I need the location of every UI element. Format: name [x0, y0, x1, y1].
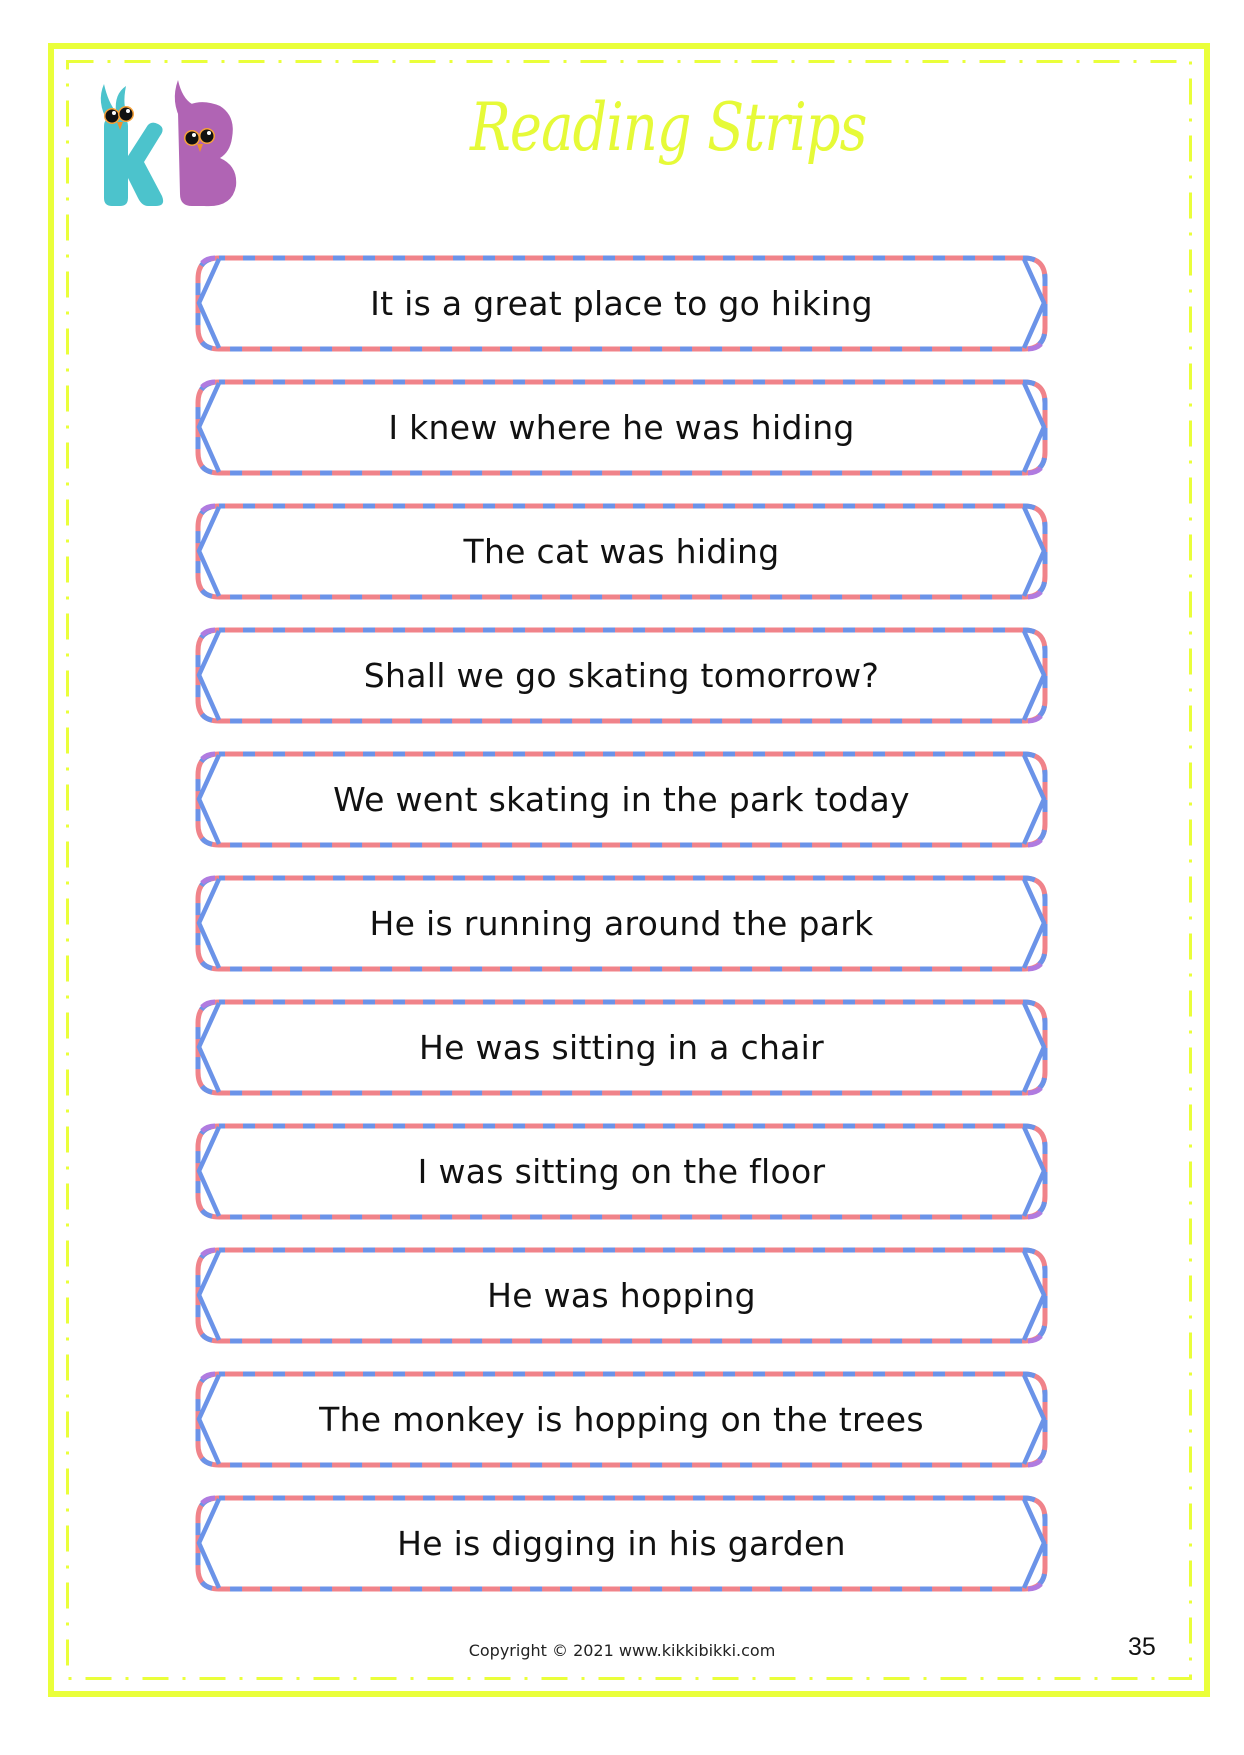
- strip-sentence: The cat was hiding: [463, 532, 780, 571]
- strip-sentence: Shall we go skating tomorrow?: [363, 656, 880, 695]
- strip-sentence: He is digging in his garden: [397, 1524, 846, 1563]
- page-number: 35: [1128, 1633, 1156, 1661]
- reading-strip: [195, 999, 1048, 1096]
- page-title: Reading Strips: [470, 89, 867, 166]
- reading-strip: [195, 503, 1048, 600]
- reading-strip: [195, 1247, 1048, 1344]
- reading-strip: [195, 1371, 1048, 1468]
- strip-sentence: He is running around the park: [369, 904, 874, 943]
- strip-sentence: The monkey is hopping on the trees: [319, 1400, 924, 1439]
- strip-sentence: I knew where he was hiding: [388, 408, 855, 447]
- reading-strip: [195, 751, 1048, 848]
- kikkibikki-logo: [86, 72, 246, 212]
- strip-sentence: I was sitting on the floor: [417, 1152, 826, 1191]
- reading-strips-list: [195, 255, 1048, 1619]
- strip-sentence: He was sitting in a chair: [418, 1028, 825, 1067]
- reading-strip: [195, 1123, 1048, 1220]
- reading-strip: [195, 379, 1048, 476]
- strip-sentence: It is a great place to go hiking: [370, 284, 873, 323]
- strip-sentence: We went skating in the park today: [333, 780, 910, 819]
- reading-strip: [195, 1495, 1048, 1592]
- reading-strip: [195, 255, 1048, 352]
- reading-strip: [195, 627, 1048, 724]
- strip-sentence: He was hopping: [487, 1276, 756, 1315]
- copyright-text: Copyright © 2021 www.kikkibikki.com: [468, 1641, 776, 1660]
- reading-strip: [195, 875, 1048, 972]
